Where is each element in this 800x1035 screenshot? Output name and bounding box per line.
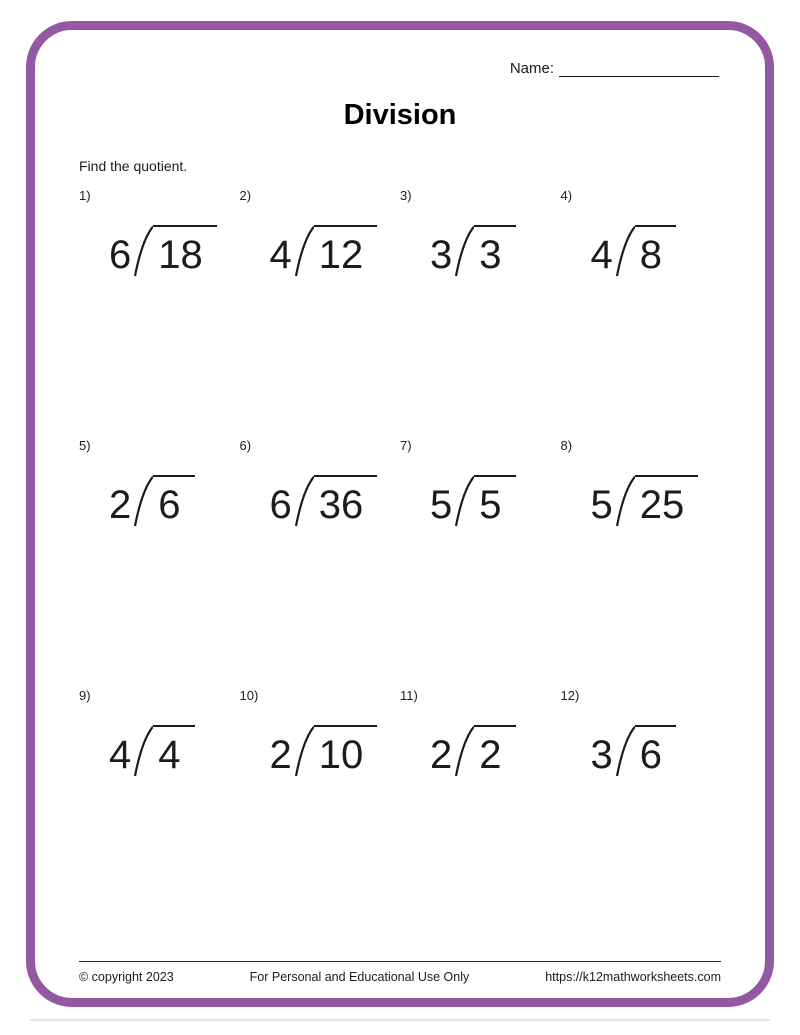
- dividend: 12: [314, 225, 378, 277]
- problem-number: 3): [400, 188, 412, 203]
- divisor: 4: [590, 233, 613, 277]
- division-problem-12: [561, 688, 722, 938]
- problem-number: 9): [79, 688, 91, 703]
- long-division-expression: [591, 725, 722, 777]
- division-bracket-icon: [452, 475, 474, 527]
- footer-text-row: [79, 962, 721, 984]
- long-division-expression: [109, 225, 240, 277]
- page-title: Division: [343, 99, 457, 131]
- worksheet-page-border: [26, 21, 774, 1007]
- long-division-expression: [109, 725, 240, 777]
- divisor: 2: [269, 733, 292, 777]
- division-bracket-icon: [131, 225, 153, 277]
- dividend: 6: [635, 725, 676, 777]
- dividend: 18: [153, 225, 217, 277]
- problem-number: 5): [79, 438, 91, 453]
- dividend: 36: [314, 475, 378, 527]
- long-division-expression: [591, 225, 722, 277]
- division-problem-11: [400, 688, 561, 938]
- divisor: 4: [269, 233, 292, 277]
- problem-number: 1): [79, 188, 91, 203]
- division-bracket-icon: [292, 225, 314, 277]
- long-division-expression: [591, 475, 722, 527]
- divisor: 6: [269, 483, 292, 527]
- division-bracket-icon: [613, 725, 635, 777]
- division-bracket-icon: [452, 225, 474, 277]
- long-division-expression: [430, 225, 561, 277]
- name-row: [79, 60, 721, 77]
- long-division-expression: [270, 475, 401, 527]
- divisor: 2: [430, 733, 453, 777]
- divisor: 3: [590, 733, 613, 777]
- division-problem-10: [240, 688, 401, 938]
- dividend: 5: [474, 475, 515, 527]
- division-bracket-icon: [131, 725, 153, 777]
- website-url: https://k12mathworksheets.com: [545, 970, 721, 984]
- division-problem-6: [240, 438, 401, 688]
- division-bracket-icon: [131, 475, 153, 527]
- problem-number: 6): [239, 438, 252, 453]
- division-bracket-icon: [292, 725, 314, 777]
- long-division-expression: [430, 725, 561, 777]
- dividend: 2: [474, 725, 515, 777]
- problem-number: 7): [400, 438, 412, 453]
- dividend: 25: [635, 475, 699, 527]
- page-edge-line: [30, 1019, 770, 1021]
- dividend: 6: [153, 475, 194, 527]
- divisor: 2: [109, 483, 132, 527]
- division-bracket-icon: [292, 475, 314, 527]
- division-bracket-icon: [452, 725, 474, 777]
- dividend: 8: [635, 225, 676, 277]
- long-division-expression: [270, 225, 401, 277]
- problem-number: 8): [560, 438, 573, 453]
- divisor: 5: [430, 483, 453, 527]
- copyright-text: © copyright 2023: [79, 970, 174, 984]
- name-blank-line: [559, 61, 719, 77]
- division-bracket-icon: [613, 475, 635, 527]
- division-problem-9: [79, 688, 240, 938]
- problem-number: 4): [560, 188, 573, 203]
- division-problem-4: [561, 188, 722, 438]
- division-problem-5: [79, 438, 240, 688]
- division-problem-2: [240, 188, 401, 438]
- divisor: 5: [590, 483, 613, 527]
- dividend: 10: [314, 725, 378, 777]
- instruction-text: Find the quotient.: [79, 158, 188, 174]
- divisor: 4: [109, 733, 132, 777]
- usage-text: For Personal and Educational Use Only: [249, 970, 470, 984]
- name-label: Name:: [509, 60, 554, 77]
- problem-number: 12): [560, 688, 580, 703]
- page-footer: [79, 961, 721, 984]
- division-problem-8: [561, 438, 722, 688]
- problems-grid: [79, 188, 721, 938]
- long-division-expression: [430, 475, 561, 527]
- divisor: 3: [430, 233, 453, 277]
- problem-number: 11): [400, 688, 418, 703]
- problem-number: 10): [239, 688, 259, 703]
- divisor: 6: [109, 233, 132, 277]
- long-division-expression: [109, 475, 240, 527]
- dividend: 4: [153, 725, 194, 777]
- long-division-expression: [270, 725, 401, 777]
- dividend: 3: [474, 225, 515, 277]
- division-problem-7: [400, 438, 561, 688]
- division-problem-1: [79, 188, 240, 438]
- division-bracket-icon: [613, 225, 635, 277]
- division-problem-3: [400, 188, 561, 438]
- problem-number: 2): [239, 188, 252, 203]
